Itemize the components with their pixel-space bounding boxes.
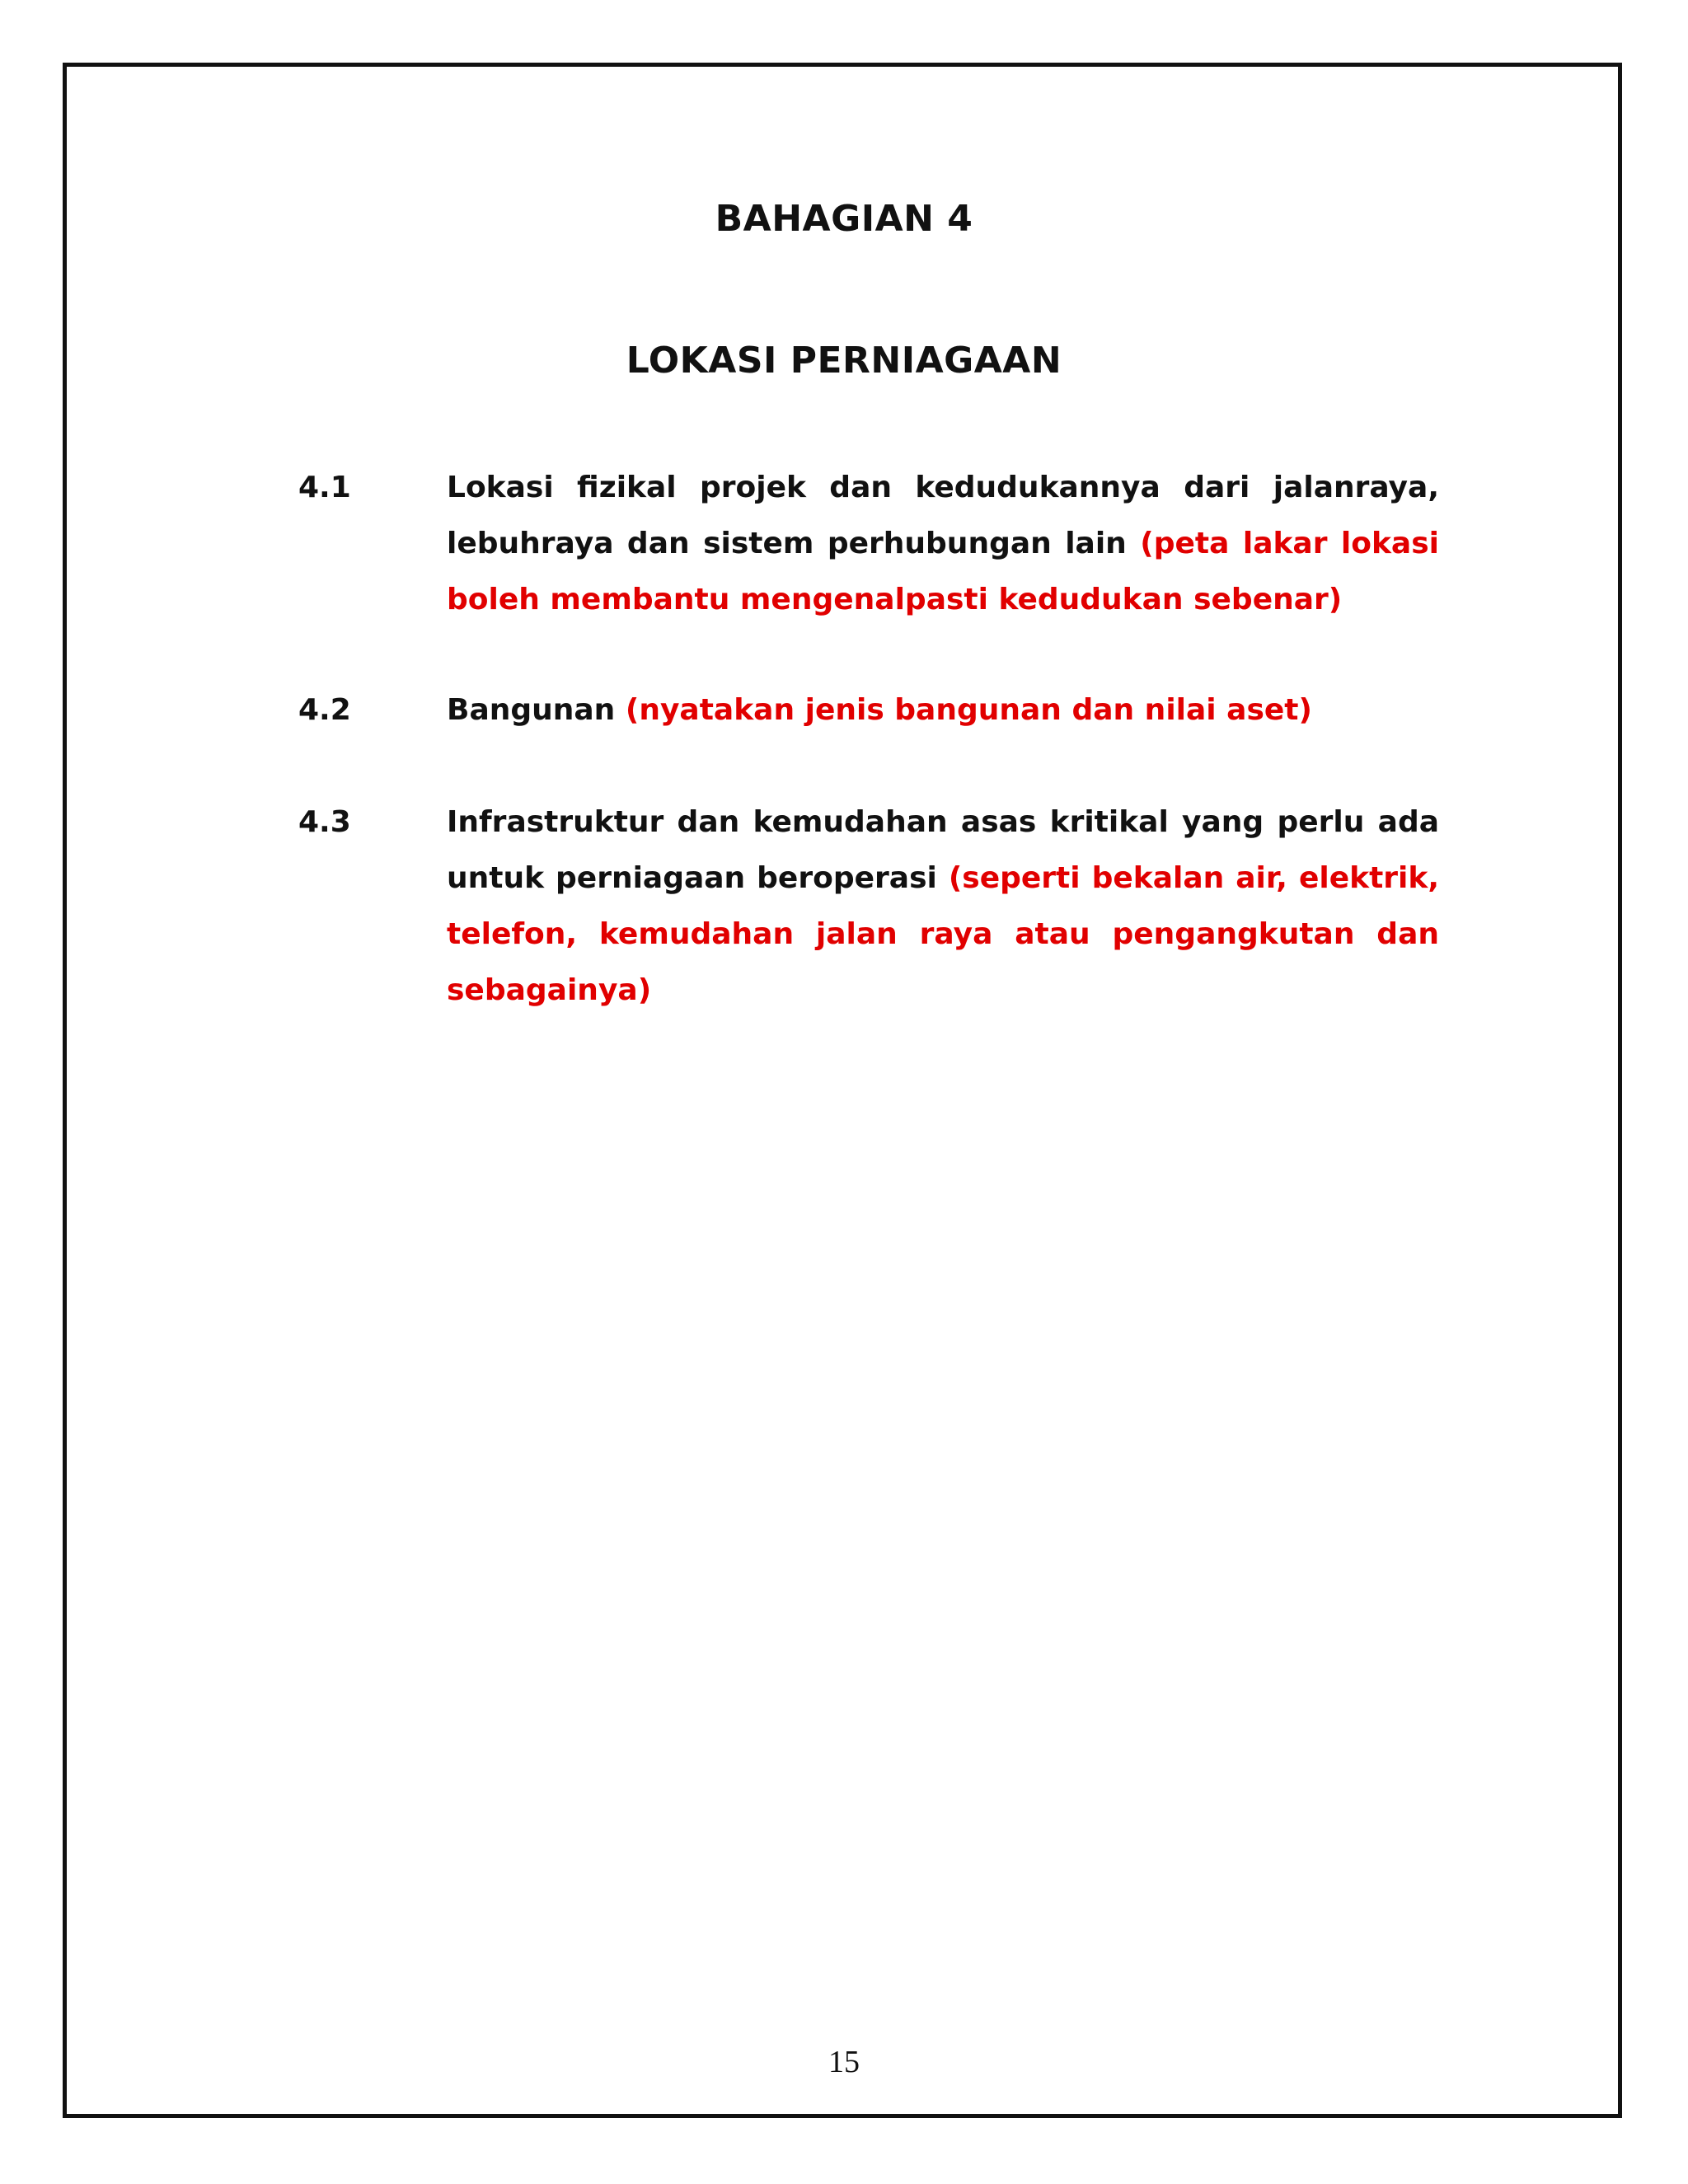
item-main-text: Lokasi fizikal projek dan kedudukannya dari jalanraya, lebuhraya dan sistem perhubungan lain bbox=[447, 471, 1439, 560]
list-item bbox=[298, 682, 1439, 738]
item-note: (seperti bekalan air, elektrik, telefon, kemudahan jalan raya atau pengangkutan dan sebagainya) bbox=[447, 861, 1439, 1007]
list-item bbox=[298, 460, 1439, 628]
section-label: BAHAGIAN 4 bbox=[715, 198, 973, 240]
item-note: (peta lakar lokasi boleh membantu mengenalpasti kedudukan sebenar) bbox=[447, 527, 1439, 616]
item-main-text: Infrastruktur dan kemudahan asas kritikal yang perlu ada untuk perniagaan beroperasi bbox=[447, 805, 1439, 895]
item-number: 4.2 bbox=[298, 693, 351, 727]
page-number: 15 bbox=[828, 2045, 860, 2079]
item-text bbox=[447, 794, 1439, 1019]
item-note: (nyatakan jenis bangunan dan nilai aset) bbox=[625, 693, 1312, 727]
item-text bbox=[447, 460, 1439, 628]
item-number: 4.1 bbox=[298, 471, 351, 504]
section-title: LOKASI PERNIAGAAN bbox=[626, 340, 1062, 382]
item-number: 4.3 bbox=[298, 805, 351, 839]
item-main-text: Bangunan bbox=[447, 693, 616, 727]
list-item bbox=[298, 794, 1439, 1019]
item-text bbox=[447, 682, 1439, 738]
